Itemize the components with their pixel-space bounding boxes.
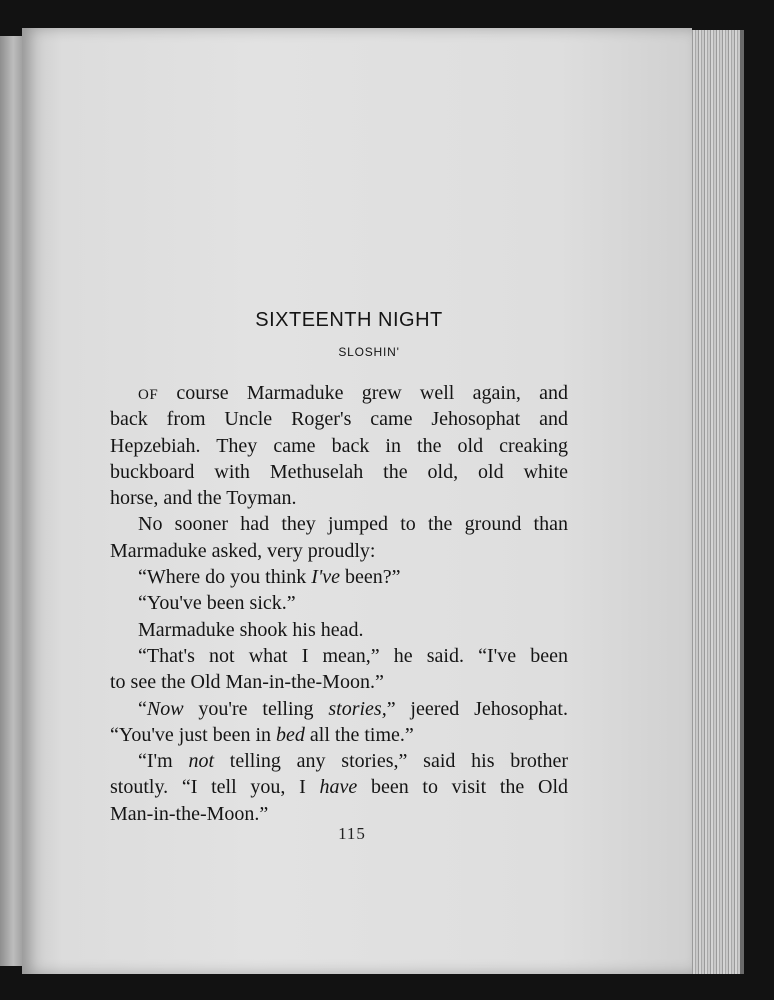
page-stack-edge <box>684 30 744 974</box>
text-line: “Where do you think I've been?” <box>138 566 401 589</box>
text-line: Marmaduke asked, very proudly: <box>110 539 376 562</box>
text-line: Man-in-the-Moon.” <box>110 802 269 825</box>
text-line: back from Uncle Roger's came Jehosophat and <box>110 408 568 431</box>
text-line: stoutly. “I tell you, I have been to visit the Old <box>110 776 568 799</box>
text-line: “You've been sick.” <box>138 592 296 615</box>
text-block <box>110 304 568 827</box>
text-line: buckboard with Methuselah the old, old white <box>110 460 568 483</box>
text-line: Marmaduke shook his head. <box>138 618 364 641</box>
book-page <box>22 28 692 974</box>
text-line: “I'm not telling any stories,” said his brother <box>138 750 568 773</box>
text-line: horse, and the Toyman. <box>110 487 297 510</box>
text-line: No sooner had they jumped to the ground than <box>138 513 568 536</box>
text-line: Hepzebiah. They came back in the old creaking <box>110 434 568 457</box>
chapter-subtitle: SLOSHIN' <box>338 345 400 359</box>
body-text <box>110 380 568 827</box>
text-line: “You've just been in bed all the time.” <box>110 723 414 746</box>
text-line: OF course Marmaduke grew well again, and <box>138 382 568 404</box>
page-number: 115 <box>338 824 366 843</box>
text-line: to see the Old Man-in-the-Moon.” <box>110 671 384 694</box>
text-line: “Now you're telling stories,” jeered Jehosophat. <box>138 697 568 720</box>
chapter-title: SIXTEENTH NIGHT <box>255 309 443 331</box>
text-line: “That's not what I mean,” he said. “I've been <box>138 644 568 667</box>
